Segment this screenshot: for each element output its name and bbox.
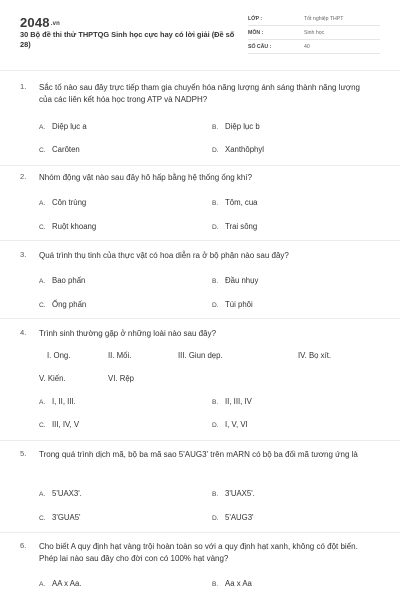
question-number: 6. — [20, 541, 27, 550]
question-number: 1. — [20, 82, 27, 91]
divider — [0, 70, 400, 71]
option-a[interactable]: A. Côn trùng — [39, 198, 87, 207]
question-3 — [20, 250, 380, 310]
option-a[interactable]: A. Bao phấn — [39, 276, 86, 285]
question-number: 4. — [20, 328, 27, 337]
option-b[interactable]: B. Tôm, cua — [212, 198, 258, 207]
option-c[interactable]: C. Ruột khoang — [39, 222, 97, 231]
question-6 — [20, 541, 380, 596]
divider — [0, 440, 400, 441]
question-text: Sắc tố nào sau đây trực tiếp tham gia chuyển hóa năng lượng ánh sáng thành năng lượng của các liên kết hóa học trong ATP và NADPH? — [39, 83, 360, 104]
option-b[interactable]: B. II, III, IV — [212, 397, 252, 406]
meta-value: 40 — [304, 44, 310, 50]
question-2 — [20, 172, 380, 232]
question-4 — [20, 328, 380, 433]
divider — [0, 532, 400, 533]
meta-key: LỚP : — [248, 16, 263, 22]
option-c[interactable]: C. 3'GUA5' — [39, 513, 81, 522]
option-a[interactable]: A. AA x Aa. — [39, 579, 82, 588]
question-1 — [20, 82, 380, 157]
statement-item: VI. Rệp — [108, 374, 135, 383]
meta-key: MÔN : — [248, 30, 264, 36]
option-b[interactable]: B. Aa x Aa — [212, 579, 252, 588]
option-a[interactable]: A. 5'UAX3'. — [39, 489, 82, 498]
option-c[interactable]: C. III, IV, V — [39, 420, 80, 429]
meta-key: SỐ CÂU : — [248, 44, 272, 50]
statement-item: II. Mối. — [108, 351, 132, 360]
option-a[interactable]: A. Diệp lục a — [39, 122, 87, 131]
question-5 — [20, 449, 380, 525]
meta-value: Sinh học — [304, 30, 325, 36]
site-logo[interactable] — [20, 15, 60, 30]
option-d[interactable]: D. I, V, VI — [212, 420, 248, 429]
question-number: 5. — [20, 449, 27, 458]
option-d[interactable]: D. Xanthôphyl — [212, 145, 265, 154]
question-text: Nhóm động vật nào sau đây hô hấp bằng hệ thống ống khí? — [39, 173, 253, 182]
option-a[interactable]: A. I, II, III. — [39, 397, 76, 406]
question-number: 2. — [20, 172, 27, 181]
option-c[interactable]: C. Ống phấn — [39, 300, 87, 309]
meta-row-class — [248, 12, 380, 26]
statement-item: III. Giun dẹp. — [178, 351, 223, 360]
option-c[interactable]: C. Carôten — [39, 145, 80, 154]
question-number: 3. — [20, 250, 27, 259]
option-d[interactable]: D. Túi phôi — [212, 300, 253, 309]
option-b[interactable]: B. Diệp lục b — [212, 122, 260, 131]
question-text: Trình sinh thường gặp ở những loài nào sau đây? — [39, 329, 217, 338]
option-d[interactable]: D. 5'AUG3' — [212, 513, 254, 522]
option-b[interactable]: B. 3'UAX5'. — [212, 489, 255, 498]
logo-text: 2048 — [20, 15, 50, 30]
question-text: Cho biết A quy định hạt vàng trội hoàn toàn so với a quy định hạt xanh, không có đột biến. Phép lai nào sau đây cho đời con có 100% hạt vàng? — [39, 542, 358, 563]
question-text: Quá trình thụ tinh của thực vật có hoa diễn ra ở bộ phận nào sau đây? — [39, 251, 289, 260]
divider — [0, 318, 400, 319]
statement-item: V. Kiến. — [39, 374, 66, 383]
document-title: 30 Bộ đề thi thử THPTQG Sinh học cực hay có lời giải (Đề số 28) — [20, 30, 235, 49]
meta-row-subject — [248, 26, 380, 40]
option-d[interactable]: D. Trai sông — [212, 222, 258, 231]
document-meta — [248, 12, 380, 54]
meta-value: Tốt nghiệp THPT — [304, 16, 344, 22]
document-header — [20, 12, 380, 60]
statement-item: I. Ong. — [47, 351, 71, 360]
statement-item: IV. Bọ xít. — [298, 351, 332, 360]
divider — [0, 240, 400, 241]
meta-row-count — [248, 40, 380, 54]
question-text: Trong quá trình dịch mã, bộ ba mã sao 5'AUG3' trên mARN có bộ ba đối mã tương ứng là — [39, 450, 358, 459]
divider — [0, 165, 400, 166]
option-b[interactable]: B. Đầu nhụy — [212, 276, 259, 285]
logo-suffix: .vn — [50, 21, 61, 27]
